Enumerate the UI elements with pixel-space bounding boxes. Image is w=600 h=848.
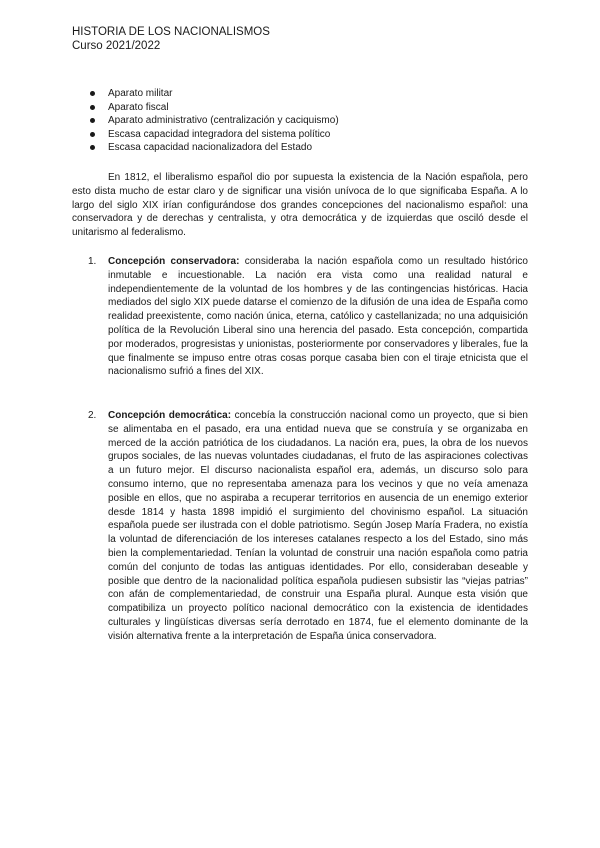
list-item (72, 114, 532, 128)
list-item (72, 87, 532, 101)
section-heading: Concepción democrática: (108, 410, 232, 421)
header-course: Curso 2021/2022 (72, 40, 161, 52)
section-number: 2. (88, 410, 97, 421)
section-democratic (72, 409, 528, 644)
list-item-text: Aparato fiscal (108, 101, 169, 113)
list-item (72, 101, 532, 115)
section-text: concebía la construcción nacional como un proyecto, que si bien se alimentaba en el pasado, era una entidad nueva que se construía y se organizaba en merced de la acción patriótica de los ciudadanos. La nación era, pues, la obra de los nuevos grupos sociales, de las nuevas voluntades ciudadanas, el fruto de las aspiraciones colectivas a un futuro mejor. El discurso nacionalista español era, además, un discurso solo para consumo interno, que no representaba amenaza para los vecinos y que no veía amenaza posible en ellos, que no aspiraba a recuperar territorios en ausencia de un enemigo exterior desde 1814 y hasta 1898 impidió el surgimiento del chovinismo español. La situación española puede ser ilustrada con el doble patriotismo. Según Josep María Fradera, no existía la voluntad de diferenciación de los intereses catalanes respecto a los del Estado, sino más bien la complementariedad. Tenían la voluntad de construir una nación española como patria común del conjunto de todas las antiguas identidades. Por ello, consideraban deseable y posible que dentro de la nacionalidad política española pudiesen subsistir las “viejas patrias” con afán de complementariedad, de construir una España plural. Aunque esta visión que compatibiliza un proyecto político nacional democrático con la existencia de identidades culturales y lingüísticas diversas sería derrotado en 1874, fue el elemento dominante de la visión alternativa frente a la interpretación de España única conservadora. (108, 410, 528, 642)
list-item (72, 141, 532, 155)
list-item-text: Aparato militar (108, 88, 173, 99)
intro-paragraph: En 1812, el liberalismo español dio por supuesta la existencia de la Nación española, pero esto dista mucho de estar claro y de significar una visión unívoca de lo que significaba España. A lo largo del siglo XIX irían configurándose dos grandes concepciones del nacionalismo español: una conservadora y de derechas y centralista, y otra democrática y de izquierdas que osciló desde el unitarismo al federalismo. (72, 172, 528, 239)
list-item-text: Aparato administrativo (centralización y caciquismo) (108, 115, 339, 127)
list-item-text: Escasa capacidad integradora del sistema político (108, 128, 331, 140)
bullet-icon (90, 105, 95, 110)
section-body (108, 255, 528, 379)
list-item-text: Escasa capacidad nacionalizadora del Estado (108, 142, 313, 154)
section-heading: Concepción conservadora: (108, 256, 240, 267)
section-body (108, 409, 528, 644)
section-number: 1. (88, 256, 97, 267)
bullet-icon (90, 132, 95, 137)
bullet-list (72, 87, 532, 155)
document-header (72, 25, 270, 53)
section-text: consideraba la nación española como un resultado histórico inmutable e incuestionable. La nación era vista como una realidad natural e independientemente de la voluntad de los hombres y de las contingencias históricas. Hacia mediados del siglo XIX puede datarse el comienzo de la difusión de una idea de España como realidad preexistente, como nación única, eterna, católico y castellanizada; no una adquisición política de la Revolución Liberal sino una herencia del pasado. Esta concepción, compartida por moderados, progresistas y unionistas, posteriormente por conservadores y liberales, fue la que finalmente se impuso entre otras cosas porque casaba bien con el tiraje etnicista que el nacionalismo sufrió a fines del XIX. (108, 256, 528, 378)
bullet-icon (90, 145, 95, 150)
bullet-icon (90, 118, 95, 123)
bullet-icon (90, 91, 95, 96)
section-conservative (72, 255, 528, 379)
list-item (72, 128, 532, 142)
header-title: HISTORIA DE LOS NACIONALISMOS (72, 26, 270, 38)
